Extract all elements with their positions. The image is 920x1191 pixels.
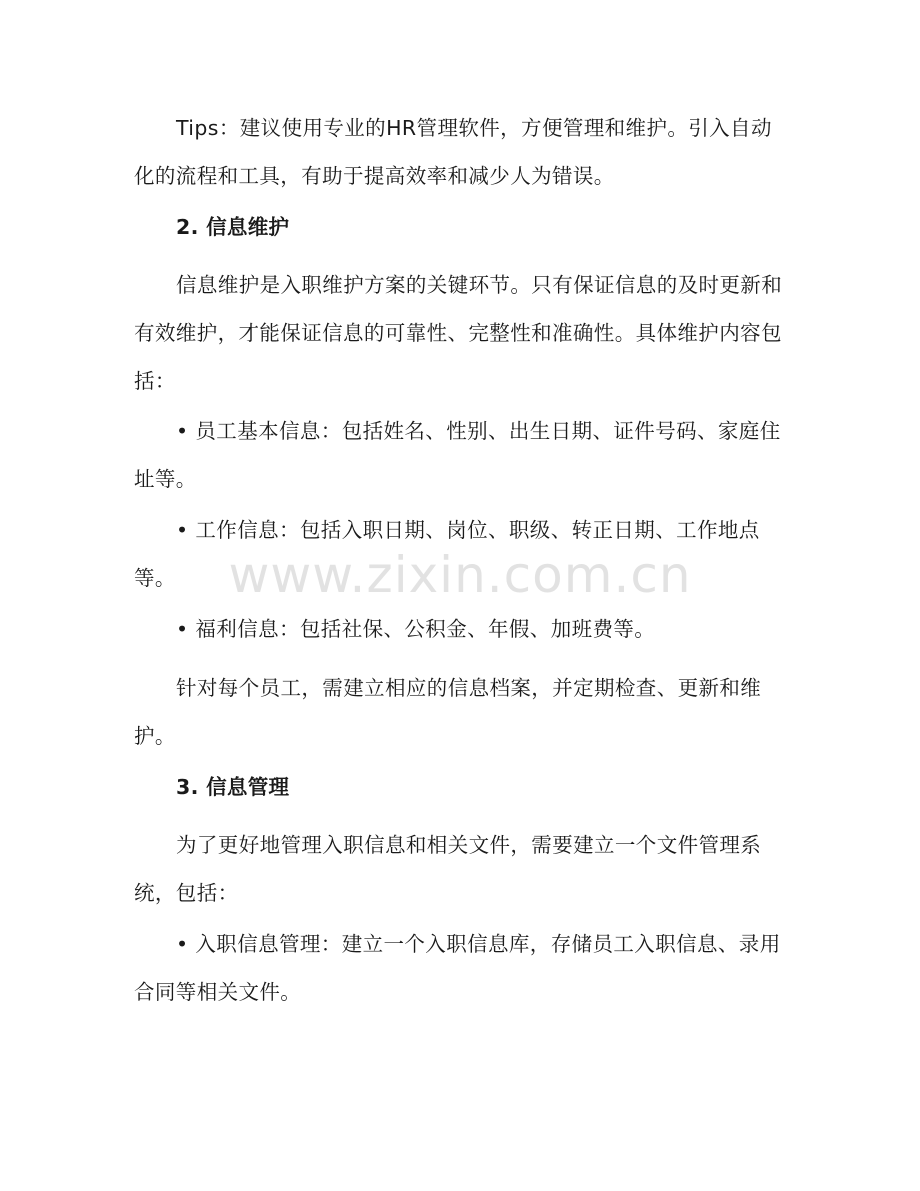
bullet-onboarding-management: • 入职信息管理：建立一个入职信息库，存储员工入职信息、录用合同等相关文件。 — [134, 932, 781, 1004]
section-2-closing-paragraph: 针对每个员工，需建立相应的信息档案，并定期检查、更新和维护。 — [134, 676, 762, 748]
bullet-work-info: • 工作信息：包括入职日期、岗位、职级、转正日期、工作地点等。 — [134, 518, 760, 590]
tips-paragraph: Tips：建议使用专业的HR管理软件，方便管理和维护。引入自动化的流程和工具，有助于提高效率和减少人为错误。 — [134, 116, 772, 188]
bullet-welfare-info: • 福利信息：包括社保、公积金、年假、加班费等。 — [176, 617, 656, 641]
section-3-intro-paragraph: 为了更好地管理入职信息和相关文件，需要建立一个文件管理系统，包括： — [134, 833, 762, 905]
watermark-text: www.zixin.com.cn — [228, 546, 692, 604]
section-3-heading: 3. 信息管理 — [176, 775, 290, 799]
section-2-intro-paragraph: 信息维护是入职维护方案的关键环节。只有保证信息的及时更新和有效维护，才能保证信息的可靠性、完整性和准确性。具体维护内容包括： — [134, 273, 783, 393]
section-2-heading: 2. 信息维护 — [176, 215, 290, 239]
bullet-basic-info: • 员工基本信息：包括姓名、性别、出生日期、证件号码、家庭住址等。 — [134, 419, 781, 491]
